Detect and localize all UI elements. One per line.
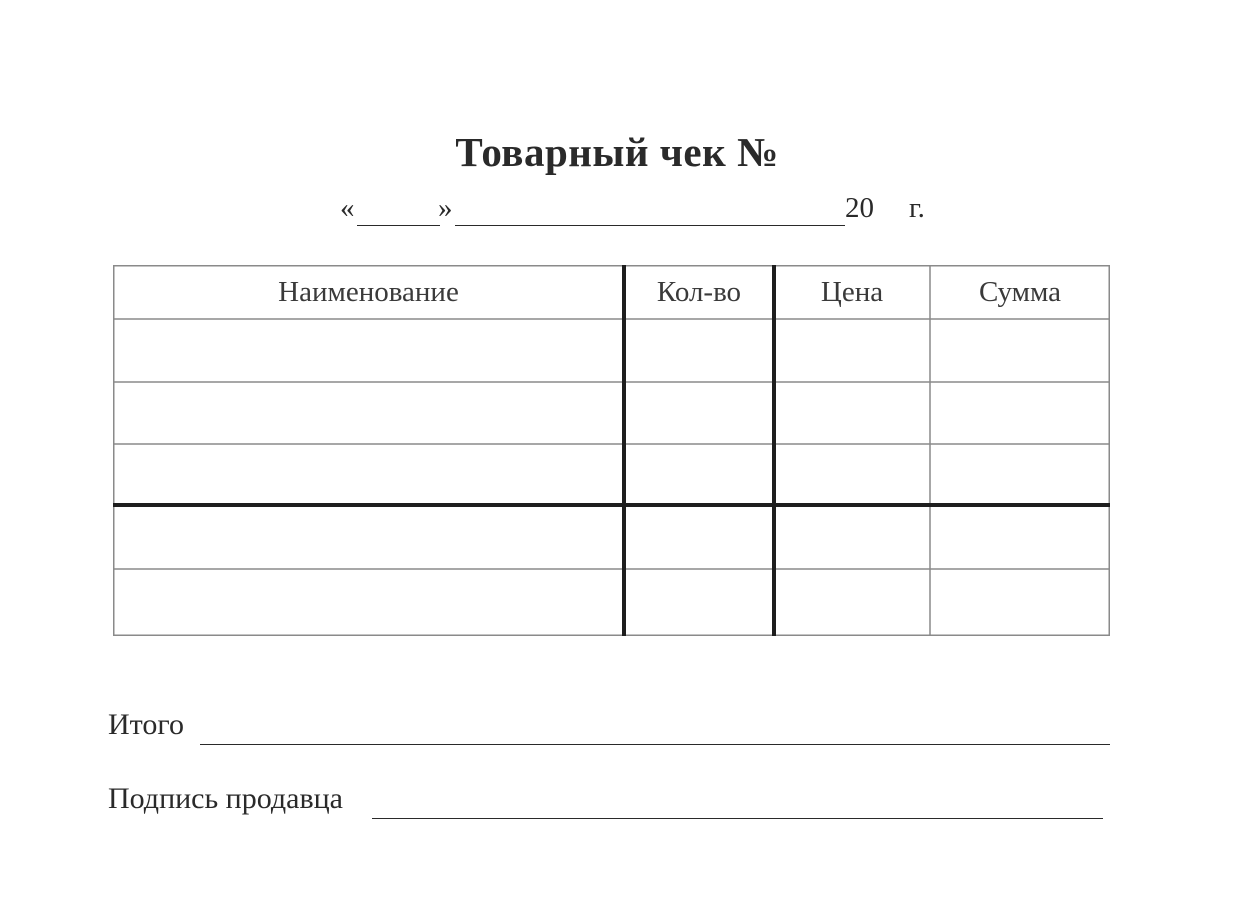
total-label: Итого <box>108 708 184 741</box>
date-close-quote: » <box>438 192 453 224</box>
month-blank[interactable] <box>455 225 845 226</box>
date-open-quote: « <box>340 192 355 224</box>
items-table <box>113 265 1110 636</box>
column-header-sum: Сумма <box>978 276 1062 308</box>
table-outer-border <box>114 266 1110 636</box>
column-header-qty: Кол-во <box>656 276 742 308</box>
column-header-name: Наименование <box>278 276 459 308</box>
signature-label: Подпись продавца <box>108 782 343 815</box>
signature-field-line[interactable] <box>372 818 1103 819</box>
total-field-line[interactable] <box>200 744 1110 745</box>
year-prefix: 20 <box>845 192 874 224</box>
year-suffix: г. <box>909 192 925 224</box>
table-grid <box>113 265 1110 636</box>
day-blank[interactable] <box>357 225 440 226</box>
year-blank[interactable] <box>880 225 906 226</box>
receipt-title: Товарный чек № <box>455 129 779 175</box>
column-header-price: Цена <box>820 276 884 308</box>
